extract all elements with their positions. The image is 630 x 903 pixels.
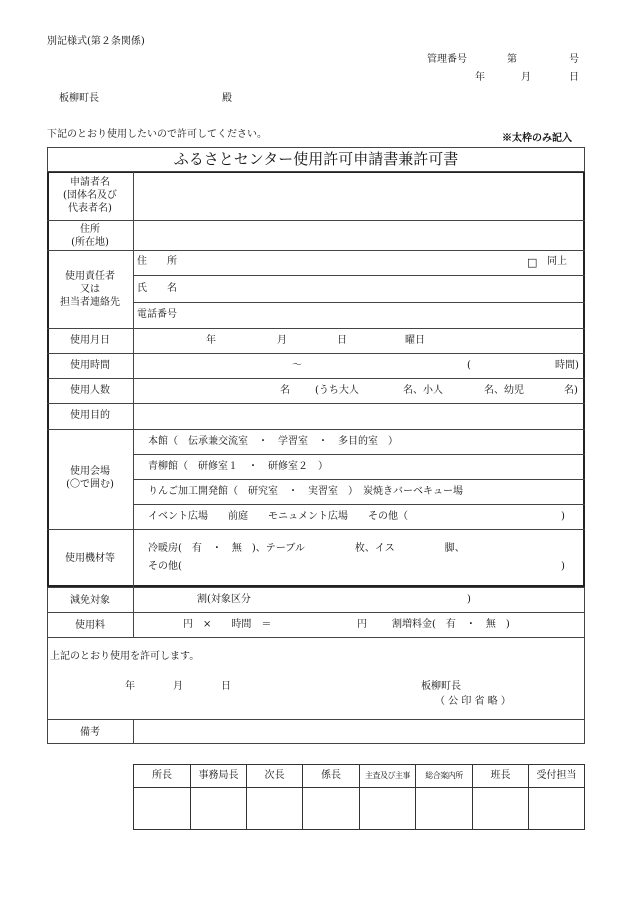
venue-label: 使用会場 (〇で囲む) xyxy=(66,466,114,490)
form-reference: 別記様式(第２条関係) xyxy=(47,36,145,47)
purpose-field[interactable] xyxy=(134,404,584,428)
applicant-label: 申請者名 (団体名及び 代表者名) xyxy=(63,177,117,214)
people-count-label: 使用人数 xyxy=(70,385,110,396)
honorific: 殿 xyxy=(222,93,232,104)
people-infants-label: 名、幼児 xyxy=(484,385,524,396)
management-number-prefix: 第 xyxy=(507,54,517,65)
discount-category: 割(対象区分 xyxy=(197,594,251,605)
people-unit: 名 xyxy=(280,385,290,396)
header-date-year: 年 xyxy=(475,72,485,83)
header-date-month: 月 xyxy=(521,72,531,83)
stamp-box-team-leader[interactable] xyxy=(473,787,529,829)
header-date-day: 日 xyxy=(569,72,579,83)
equipment-line-1: 冷暖房( 有 ・ 無 )、テーブル 枚、イス 脚、 xyxy=(148,543,465,554)
fee-label: 使用料 xyxy=(75,620,105,631)
equipment-label: 使用機材等 xyxy=(65,553,115,564)
venue-option-apple-hall[interactable]: りんご加工開発館（ 研究室 ・ 実習室 ） 炭焼きバーベキュー場 xyxy=(148,486,463,497)
people-adults-label: (うち大人 xyxy=(315,385,359,396)
permit-year: 年 xyxy=(125,681,135,692)
equipment-line-2: その他( xyxy=(148,561,182,572)
remarks-field[interactable] xyxy=(134,720,584,743)
contact-address-label: 住 所 xyxy=(137,256,177,267)
form-title: ふるさとセンター使用許可申請書兼許可書 xyxy=(173,150,459,168)
stamp-box-deputy[interactable] xyxy=(247,787,303,829)
stamp-box-chief[interactable] xyxy=(303,787,360,829)
stamp-box-staff[interactable] xyxy=(360,787,416,829)
usage-time-label: 使用時間 xyxy=(70,360,110,371)
fee-yen: 円 xyxy=(357,619,367,630)
same-as-above-checkbox[interactable]: □ xyxy=(527,256,538,269)
venue-other-close: ) xyxy=(561,511,565,522)
permit-month: 月 xyxy=(173,681,183,692)
usage-date-weekday: 曜日 xyxy=(405,335,425,346)
approval-header-reception: 受付担当 xyxy=(536,770,577,781)
management-number-label: 管理番号 xyxy=(427,54,467,65)
address-label: 住所 (所在地) xyxy=(71,224,109,248)
instruction-text: 下記のとおり使用したいので許可してください。 xyxy=(47,129,267,140)
discount-close: ) xyxy=(467,594,471,605)
thick-frame-note: ※太枠のみ記入 xyxy=(502,133,572,144)
stamp-box-info-desk[interactable] xyxy=(416,787,473,829)
time-range-tilde: ～ xyxy=(292,360,302,371)
addressee: 板柳町長 xyxy=(59,93,99,104)
stamp-box-secretary-general[interactable] xyxy=(191,787,247,829)
contact-name-label: 氏 名 xyxy=(137,283,177,294)
usage-date-year: 年 xyxy=(206,335,216,346)
approval-header-team-leader: 班長 xyxy=(473,765,529,787)
official-seal-omitted: （ 公 印 省 略 ） xyxy=(435,696,511,707)
fee-formula: 円 × 時間 ＝ xyxy=(183,619,272,630)
approval-stamp-table xyxy=(133,764,585,830)
management-number-suffix: 号 xyxy=(569,54,579,65)
people-children-label: 名、小人 xyxy=(403,385,443,396)
discount-label: 減免対象 xyxy=(70,595,110,606)
equipment-close: ) xyxy=(561,561,565,572)
approval-header-info-desk: 総合案内所 xyxy=(416,765,473,787)
permit-day: 日 xyxy=(221,681,231,692)
stamp-box-reception[interactable] xyxy=(529,787,584,829)
time-hours-open: ( xyxy=(467,360,471,371)
approval-header-chief: 係長 xyxy=(303,765,360,787)
address-field[interactable] xyxy=(134,221,584,249)
venue-option-event-plaza[interactable]: イベント広場 前庭 モニュメント広場 その他（ xyxy=(148,511,408,522)
venue-option-aoyagi-hall[interactable]: 青柳館（ 研修室１ ・ 研修室２ ） xyxy=(148,461,328,472)
purpose-label: 使用目的 xyxy=(70,410,110,421)
usage-date-month: 月 xyxy=(277,335,287,346)
approval-header-staff: 主査及び主事 xyxy=(360,765,416,787)
time-hours-label: 時間) xyxy=(555,360,579,371)
fee-surcharge: 割増料金( 有 ・ 無 ) xyxy=(392,619,510,630)
approval-header-deputy: 次長 xyxy=(247,765,303,787)
same-as-above-label: 同上 xyxy=(547,256,567,267)
approval-header-secretary-general: 事務局長 xyxy=(191,765,247,787)
usage-date-day: 日 xyxy=(337,335,347,346)
usage-date-label: 使用月日 xyxy=(70,335,110,346)
application-form xyxy=(47,147,585,744)
remarks-label: 備考 xyxy=(80,727,100,738)
permit-authority: 板柳町長 xyxy=(421,681,461,692)
people-close: 名) xyxy=(564,385,578,396)
approval-header-director: 所長 xyxy=(134,765,191,787)
venue-option-main-hall[interactable]: 本館（ 伝承兼交流室 ・ 学習室 ・ 多目的室 ） xyxy=(148,436,398,447)
stamp-box-director[interactable] xyxy=(134,787,191,829)
applicant-name-field[interactable] xyxy=(134,172,584,219)
contact-label: 使用責任者 又は 担当者連絡先 xyxy=(60,271,120,308)
contact-phone-label: 電話番号 xyxy=(137,309,177,320)
permission-text: 上記のとおり使用を許可します。 xyxy=(50,651,200,662)
